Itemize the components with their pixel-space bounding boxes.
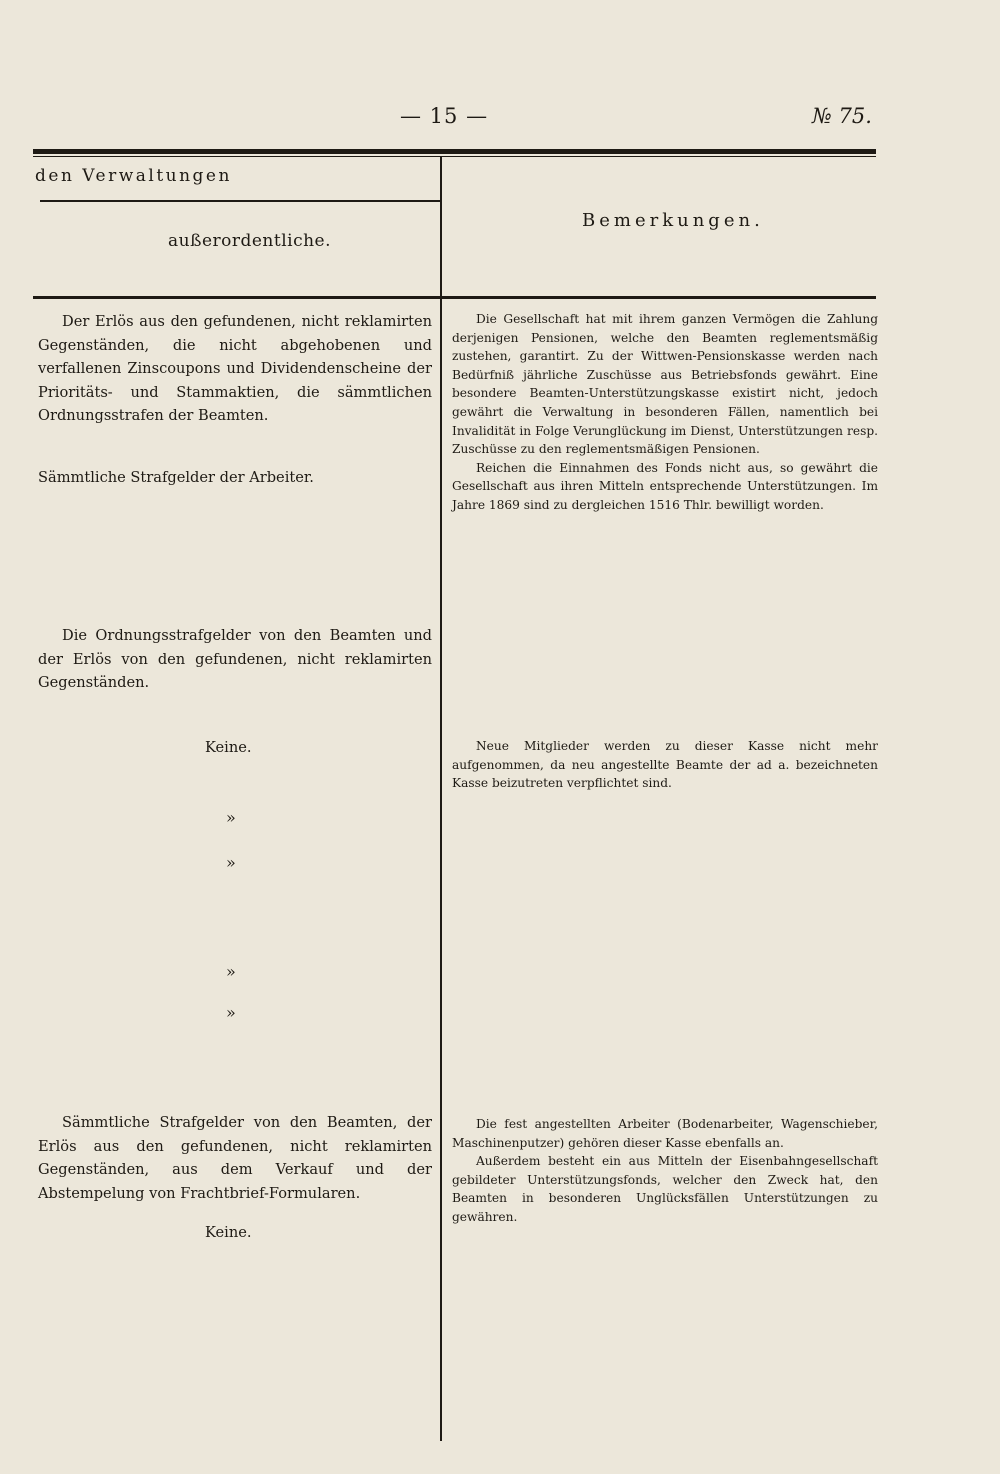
left-entry-5-text: Sämmtliche Strafgelder von den Beamten, der Erlös aus den gefundenen, nicht reklamirten Gegenständen, aus dem Verkauf und der Abstempelung von Frachtbrief-Formularen.	[38, 1114, 432, 1202]
header-sub-rule	[40, 200, 440, 202]
left-entry-1-text: Der Erlös aus den gefundenen, nicht reklamirten Gegenständen, die nicht abgehobenen und verfallenen Zinscoupons und Dividendenscheine der Prioritäts- und Stammaktien, die sämmtlichen Ordnungsstrafen der Beamten.	[38, 313, 432, 424]
column-header-verwaltungen: den Verwaltungen	[35, 166, 232, 186]
remark-3b-text: Außerdem besteht ein aus Mitteln der Eisenbahngesellschaft gebildeter Unterstützungsfonds, welcher den Zweck hat, den Beamten in besonderen Unglücksfällen Unterstützungen zu gewähren.	[452, 1154, 878, 1224]
column-divider	[440, 156, 442, 1441]
left-entry-1	[38, 310, 432, 428]
left-entry-6-text: Keine.	[205, 1224, 252, 1241]
left-entry-3	[38, 624, 432, 695]
left-entry-4-text: Keine.	[205, 739, 252, 756]
left-entry-4	[205, 736, 252, 760]
left-entry-5	[38, 1111, 432, 1205]
left-entry-2	[38, 466, 432, 490]
column-header-ausserordentliche: außerordentliche.	[168, 231, 332, 251]
ditto-mark: »	[226, 808, 236, 827]
left-entry-2-text: Sämmtliche Strafgelder der Arbeiter.	[38, 469, 314, 486]
left-entry-3-text: Die Ordnungsstrafgelder von den Beamten und der Erlös von den gefundenen, nicht reklamirten Gegenständen.	[38, 627, 432, 691]
remark-3	[452, 1115, 878, 1227]
document-number: № 75.	[812, 104, 872, 128]
remark-3a-text: Die fest angestellten Arbeiter (Bodenarbeiter, Wagenschieber, Maschinenputzer) gehören dieser Kasse ebenfalls an.	[452, 1117, 878, 1150]
table-top-rule	[33, 149, 876, 154]
ditto-mark: »	[226, 962, 236, 981]
remark-2	[452, 737, 878, 793]
remark-1	[452, 310, 878, 515]
ditto-mark: »	[226, 853, 236, 872]
ditto-mark: »	[226, 1003, 236, 1022]
remark-1a-text: Die Gesellschaft hat mit ihrem ganzen Vermögen die Zahlung derjenigen Pensionen, welche den Beamten reglementsmäßig zustehen, garantirt. Zu der Wittwen-Pensionskasse werden nach Bedürfniß jährliche Zuschüsse aus Betriebsfonds gewährt. Eine besondere Beamten-Unterstützungskasse existirt nicht, jedoch gewährt die Verwaltung in besonderen Fällen, namentlich bei Invalidität in Folge Verunglückung im Dienst, Unterstützungen resp. Zuschüsse zu den reglementsmäßigen Pensionen.	[452, 312, 878, 457]
left-entry-6	[205, 1221, 252, 1245]
page-number: — 15 —	[400, 104, 489, 128]
remark-2-text: Neue Mitglieder werden zu dieser Kasse nicht mehr aufgenommen, da neu angestellte Beamte der ad a. bezeichneten Kasse beizutreten verpflichtet sind.	[452, 739, 878, 791]
remark-1b-text: Reichen die Einnahmen des Fonds nicht aus, so gewährt die Gesellschaft aus ihren Mitteln entsprechende Unterstützungen. Im Jahre 1869 sind zu dergleichen 1516 Thlr. bewilligt worden.	[452, 460, 878, 512]
table-top-rule-thin	[33, 156, 876, 157]
header-bottom-rule	[33, 296, 876, 299]
column-header-bemerkungen: Bemerkungen.	[582, 210, 764, 231]
